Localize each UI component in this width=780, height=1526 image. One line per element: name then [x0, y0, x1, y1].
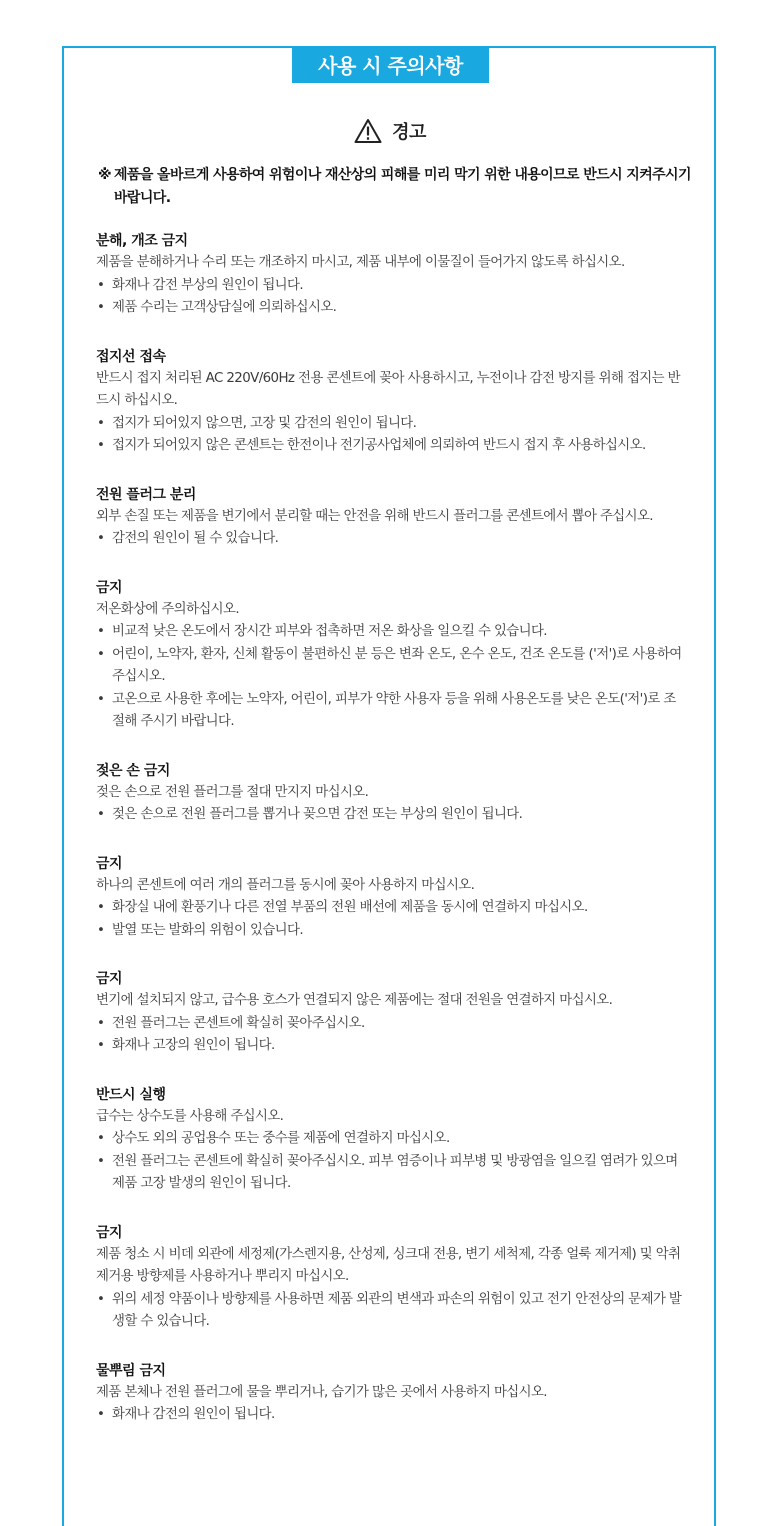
- section-title: 금지: [96, 971, 123, 987]
- list-item: [96, 920, 686, 943]
- list-item: [96, 1013, 686, 1036]
- bullet-icon: •: [97, 1131, 105, 1146]
- section-description: 변기에 설치되지 않고, 급수용 호스가 연결되지 않은 제품에는 절대 전원을 연결하지 마십시오.: [96, 993, 613, 1008]
- bullet-icon: •: [97, 900, 105, 915]
- list-item: [96, 297, 686, 320]
- list-item-text: 젖은 손으로 전원 플러그를 뽑거나 꽂으면 감전 또는 부상의 원인이 됩니다.: [112, 807, 523, 822]
- bullet-list: [96, 804, 686, 827]
- page-title: [292, 46, 489, 83]
- warning-heading: [0, 118, 780, 144]
- list-item: [96, 528, 686, 551]
- list-item-text: 고온으로 사용한 후에는 노약자, 어린이, 피부가 약한 사용자 등을 위해 사용온도를 낮은 온도('저')로 조절해 주시기 바랍니다.: [112, 691, 676, 729]
- section-description: 외부 손질 또는 제품을 변기에서 분리할 때는 안전을 위해 반드시 플러그를 콘센트에서 뽑아 주십시오.: [96, 508, 653, 524]
- section-description: 하나의 콘센트에 여러 개의 플러그를 동시에 꽂아 사용하지 마십시오.: [96, 877, 475, 893]
- precaution-section: [96, 230, 686, 320]
- notice-body: 제품을 올바르게 사용하여 위험이나 재산상의 피해를 미리 막기 위한 내용이므로 반드시 지켜주시기 바랍니다.: [114, 167, 691, 206]
- list-item: [96, 689, 686, 734]
- list-item-text: 발열 또는 발화의 위험이 있습니다.: [112, 922, 303, 938]
- bullet-icon: •: [97, 1407, 105, 1422]
- list-item: [96, 1289, 686, 1334]
- list-item-text: 위의 세정 약품이나 방향제를 사용하면 제품 외관의 변색과 파손의 위험이 있고 전기 안전상의 문제가 발생할 수 있습니다.: [112, 1291, 682, 1329]
- bullet-list: [96, 621, 686, 734]
- section-title: 반드시 실행: [96, 1086, 166, 1103]
- bullet-icon: •: [97, 922, 105, 938]
- bullet-icon: •: [97, 300, 105, 315]
- bullet-icon: •: [97, 1015, 105, 1031]
- bullet-list: [96, 413, 686, 458]
- precaution-section: [96, 577, 686, 734]
- section-title: 금지: [96, 855, 123, 872]
- precaution-section: [96, 1084, 686, 1196]
- list-item: [96, 1404, 686, 1427]
- list-item: [96, 897, 686, 920]
- list-item-text: 화장실 내에 환풍기나 다른 전열 부품의 전원 배선에 제품을 동시에 연결하지 마십시오.: [112, 900, 588, 915]
- list-item-text: 상수도 외의 공업용수 또는 중수를 제품에 연결하지 마십시오.: [112, 1131, 450, 1146]
- precaution-section: [96, 1360, 686, 1427]
- section-description: 반드시 접지 처리된 AC 220V/60Hz 전용 콘센트에 꽂아 사용하시고, 누전이나 감전 방지를 위해 접지는 반드시 하십시오.: [96, 370, 680, 408]
- list-item-text: 화재나 감전 부상의 원인이 됩니다.: [112, 277, 303, 293]
- bullet-icon: •: [97, 1153, 105, 1169]
- bullet-icon: •: [97, 415, 105, 431]
- list-item-text: 비교적 낮은 온도에서 장시간 피부와 접촉하면 저온 화상을 일으킬 수 있습니다.: [112, 624, 547, 639]
- section-description: 제품 본체나 전원 플러그에 물을 뿌리거나, 습기가 많은 곳에서 사용하지 마십시오.: [96, 1384, 547, 1400]
- precautions-list: [96, 230, 686, 1453]
- notice-text: [98, 164, 698, 210]
- bullet-list: [96, 1013, 686, 1058]
- bullet-icon: •: [97, 807, 105, 822]
- section-description: 제품을 분해하거나 수리 또는 개조하지 마시고, 제품 내부에 이물질이 들어가지 않도록 하십시오.: [96, 255, 625, 270]
- list-item-text: 전원 플러그는 콘센트에 확실히 꽂아주십시오.: [112, 1015, 365, 1031]
- bullet-icon: •: [97, 624, 105, 639]
- page-title-text: 사용 시 주의사항: [318, 54, 463, 78]
- section-title: 접지선 접속: [96, 348, 166, 365]
- section-title: 전원 플러그 분리: [96, 486, 196, 503]
- list-item: [96, 621, 686, 644]
- bullet-list: [96, 275, 686, 320]
- section-description: 저온화상에 주의하십시오.: [96, 601, 240, 617]
- list-item-text: 전원 플러그는 콘센트에 확실히 꽂아주십시오. 피부 염증이나 피부병 및 방광염을 일으킬 염려가 있으며 제품 고장 발생의 원인이 됩니다.: [112, 1153, 678, 1191]
- list-item-text: 어린이, 노약자, 환자, 신체 활동이 불편하신 분 등은 변좌 온도, 온수 온도, 건조 온도를 ('저')로 사용하여 주십시오.: [112, 646, 682, 684]
- list-item: [96, 644, 686, 689]
- section-title: 금지: [96, 579, 123, 596]
- precaution-section: [96, 853, 686, 943]
- list-item: [96, 804, 686, 827]
- reference-mark: ※: [98, 167, 112, 183]
- precaution-section: [96, 968, 686, 1058]
- list-item: [96, 275, 686, 298]
- section-title: 분해, 개조 금지: [96, 233, 188, 249]
- list-item: [96, 435, 686, 458]
- section-description: 제품 청소 시 비데 외관에 세정제(가스렌지용, 산성제, 싱크대 전용, 변기 세척제, 각종 얼룩 제거제) 및 악취 제거용 방향제를 사용하거나 뿌리지 마십시오.: [96, 1246, 681, 1284]
- list-item-text: 감전의 원인이 될 수 있습니다.: [112, 531, 279, 546]
- bullet-list: [96, 528, 686, 551]
- bullet-icon: •: [97, 1291, 105, 1307]
- bullet-icon: •: [97, 646, 105, 662]
- section-title: 물뿌림 금지: [96, 1362, 166, 1379]
- list-item: [96, 1151, 686, 1196]
- bullet-icon: •: [97, 1038, 105, 1053]
- precaution-section: [96, 346, 686, 458]
- list-item: [96, 413, 686, 436]
- bullet-list: [96, 1289, 686, 1334]
- precaution-section: [96, 760, 686, 827]
- bullet-list: [96, 1404, 686, 1427]
- list-item-text: 화재나 감전의 원인이 됩니다.: [112, 1407, 275, 1422]
- bullet-list: [96, 897, 686, 942]
- bullet-list: [96, 1128, 686, 1196]
- section-title: 젖은 손 금지: [96, 762, 170, 779]
- precaution-section: [96, 1222, 686, 1334]
- bullet-icon: •: [97, 438, 105, 453]
- list-item-text: 화재나 고장의 원인이 됩니다.: [112, 1038, 275, 1053]
- list-item: [96, 1035, 686, 1058]
- section-title: 금지: [96, 1224, 123, 1241]
- list-item: [96, 1128, 686, 1151]
- list-item-text: 제품 수리는 고객상담실에 의뢰하십시오.: [112, 300, 337, 315]
- list-item-text: 접지가 되어있지 않은 콘센트는 한전이나 전기공사업체에 의뢰하여 반드시 접지 후 사용하십시오.: [112, 438, 646, 453]
- list-item-text: 접지가 되어있지 않으면, 고장 및 감전의 원인이 됩니다.: [112, 415, 417, 431]
- warning-label: 경고: [392, 122, 426, 143]
- bullet-icon: •: [97, 691, 105, 707]
- section-description: 급수는 상수도를 사용해 주십시오.: [96, 1108, 284, 1124]
- bullet-icon: •: [97, 277, 105, 293]
- section-description: 젖은 손으로 전원 플러그를 절대 만지지 마십시오.: [96, 784, 369, 800]
- precaution-section: [96, 484, 686, 551]
- bullet-icon: •: [97, 531, 105, 546]
- warning-triangle-icon: [354, 118, 382, 144]
